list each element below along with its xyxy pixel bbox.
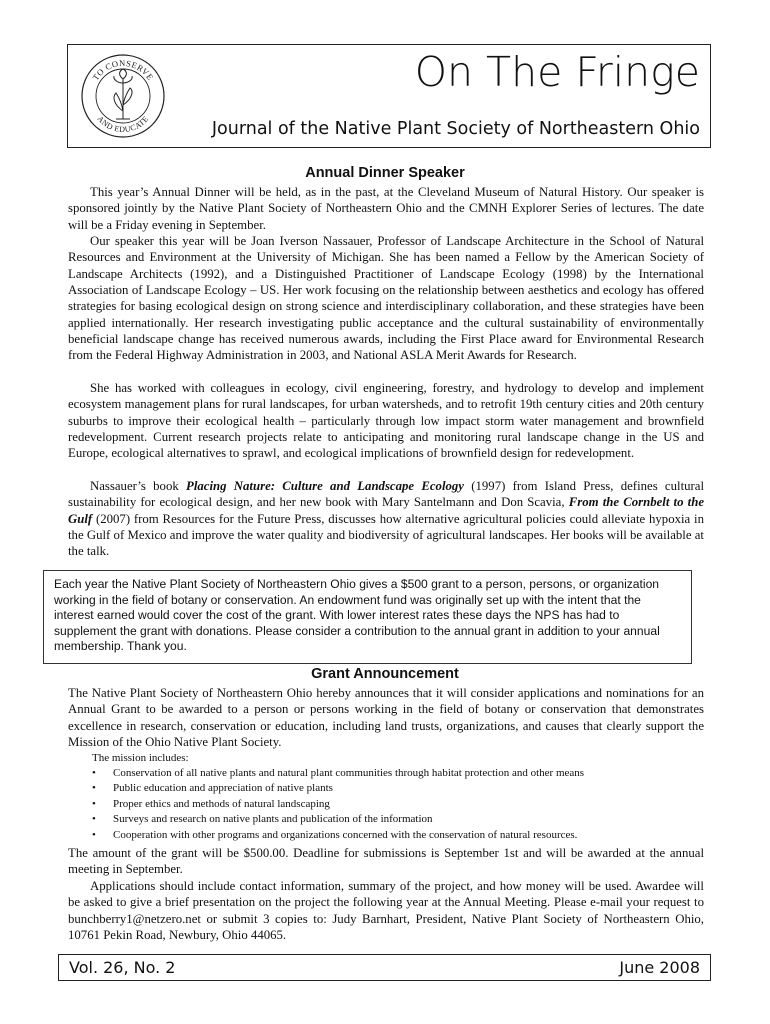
grant-heading: Grant Announcement bbox=[311, 666, 459, 682]
dinner-paragraph-2: Our speaker this year will be Joan Iverson Nassauer, Professor of Landscape Architecture in the School of Natural Resources and Environment at the University of Michigan. She has been named a Fellow by the American Society of Landscape Architects (1992), and a Distinguished Practitioner of Landscape Ecology (1998) by the International Association of Landscape Ecology – US. Her work focusing on the relationship between aesthetics and ecology has offered strategies for basing ecological design on strong science and interdisciplinary collaboration, and these strategies have been applied internationally. Her research investigating public acceptance and the cultural sustainability of environmentally beneficial landscape change has received numerous awards, including the First Place award for Environmental Research from the Federal Highway Administration in 2003, and National ASLA Merit Awards for Research. bbox=[68, 234, 704, 363]
issue-footer bbox=[58, 954, 711, 981]
dinner-paragraph-1: This year’s Annual Dinner will be held, as in the past, at the Cleveland Museum of Natural History. Our speaker is sponsored jointly by the Native Plant Society of Northeastern Ohio and the CMNH Explorer Series of lectures. The date will be a Friday evening in September. bbox=[68, 185, 704, 232]
grant-amount: The amount of the grant will be $500.00. Deadline for submissions is September 1st and will be awarded at the annual meeting in September. bbox=[68, 846, 704, 877]
plant-icon bbox=[114, 69, 132, 119]
p4-text-a: Nassauer’s book bbox=[90, 479, 187, 493]
bullet-icon: • bbox=[92, 767, 96, 779]
book-title-placing-nature: Placing Nature: Culture and Landscape Ecology bbox=[186, 479, 464, 493]
bullet-icon: • bbox=[92, 782, 96, 795]
bullet-icon: • bbox=[92, 813, 96, 826]
grant-donation-notice: Each year the Native Plant Society of Northeastern Ohio gives a $500 grant to a person, persons, or organization working in the field of botany or conservation. An endowment fund was originally set up with the intent that the interest earned would cover the cost of the grant. With lower interest rates these days the NPS has had to supplement the grant with donations. Please consider a contribution to the annual grant in addition to your annual membership. Thank you. bbox=[43, 570, 692, 664]
journal-title: On The Fringe bbox=[414, 48, 700, 96]
journal-subtitle: Journal of the Native Plant Society of Northeastern Ohio bbox=[211, 119, 700, 139]
book-title-cornbelt: From the Cornbelt to the Gulf bbox=[68, 495, 704, 526]
mission-intro: The mission includes: bbox=[92, 752, 189, 764]
volume-number: Vol. 26, No. 2 bbox=[69, 958, 176, 977]
grant-applications: Applications should include contact information, summary of the project, and how money will be used. Awardee will be asked to give a brief presentation on the project the following year at the Annual Meeting. Please e-mail your request to bunchberry1@netzero.net or submit 3 copies to: Judy Barnhart, President, Native Plant Society of Northeastern Ohio, 10761 Pekin Road, Newbury, Ohio 44065. bbox=[68, 879, 704, 943]
list-item: • Surveys and research on native plants and publication of the information bbox=[92, 812, 584, 827]
list-item: • Proper ethics and methods of natural landscaping bbox=[92, 797, 584, 812]
masthead bbox=[67, 44, 711, 148]
seal-top-text: TO CONSERVE bbox=[90, 57, 156, 83]
dinner-paragraph-3: She has worked with colleagues in ecology, civil engineering, forestry, and hydrology to develop and implement ecosystem management plans for rural landscapes, for urban watersheds, and to retrofit 19th century cities and 20th century suburbs to improve their ecological health – particularly through low impact storm water management and brownfield redevelopment. Current research projects relate to anticipating and monitoring rural landscape change in the US and Europe, ecological alternatives to sprawl, and ecological implications of brownfield design for redevelopment. bbox=[68, 381, 704, 461]
seal-bottom-text: AND EDUCATE bbox=[95, 114, 151, 135]
dinner-paragraph-4 bbox=[68, 478, 704, 560]
mission-list bbox=[92, 766, 584, 843]
annual-dinner-heading: Annual Dinner Speaker bbox=[305, 165, 465, 181]
bullet-icon: • bbox=[92, 797, 96, 810]
list-item: • Cooperation with other programs and organizations concerned with the conservation of natural resources. bbox=[92, 828, 584, 843]
issue-date: June 2008 bbox=[619, 958, 700, 977]
society-seal-logo bbox=[80, 53, 166, 139]
grant-intro: The Native Plant Society of Northeastern Ohio hereby announces that it will consider applications and nominations for an Annual Grant to be awarded to a person or persons working in the field of botany or conservation that demonstrates excellence in research, conservation or education, including land trusts, organizations, and causes that clearly support the Mission of the Ohio Native Plant Society. bbox=[68, 686, 704, 750]
list-item: • Conservation of all native plants and natural plant communities through habitat protection and other means bbox=[92, 766, 584, 781]
bullet-icon: • bbox=[92, 828, 96, 841]
p4-text-b: (1997) from Island Press, defines cultural sustainability for ecological design, and her new book with Mary Santelmann and Don Scavia, bbox=[68, 479, 705, 510]
list-item: • Public education and appreciation of native plants bbox=[92, 781, 584, 796]
p4-text-c: (2007) from Resources for the Future Press, discusses how alternative agricultural policies could alleviate hypoxia in the Gulf of Mexico and improve the water quality and biodiversity of agricultural landscapes. Her books will be available at the talk. bbox=[68, 511, 704, 559]
